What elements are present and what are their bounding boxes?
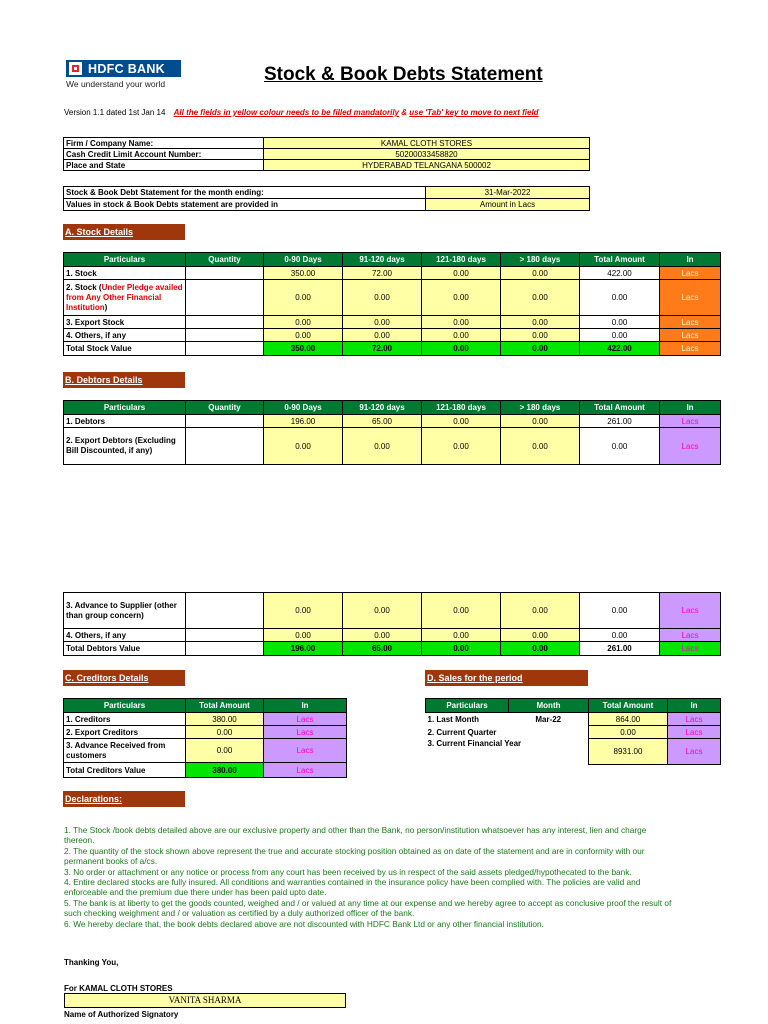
quantity-cell[interactable] bbox=[186, 316, 264, 329]
table-row bbox=[64, 763, 347, 778]
total-value-cell: 350.00 bbox=[264, 342, 343, 356]
month-ending-label: Stock & Book Debt Statement for the month ending: bbox=[64, 187, 426, 199]
value-cell[interactable]: 0.00 bbox=[422, 428, 501, 465]
total-cell: 0.00 bbox=[580, 329, 660, 342]
firm-name-label: Firm / Company Name: bbox=[64, 138, 264, 149]
row-label: 1. Stock bbox=[64, 267, 186, 280]
row-label: 1. Debtors bbox=[64, 415, 186, 428]
place-state-field[interactable]: HYDERABAD TELANGANA 500002 bbox=[264, 160, 590, 171]
declaration-item: 6. We hereby declare that, the book debts declared above are not discounted with HDFC Bank Ltd or any other financial institution. bbox=[64, 918, 544, 929]
col-total: Total Amount bbox=[186, 699, 264, 713]
col-quantity: Quantity bbox=[186, 401, 264, 415]
col-in: In bbox=[264, 699, 347, 713]
total-value-cell: 72.00 bbox=[343, 342, 422, 356]
row-label: 2. Current Quarter bbox=[427, 727, 497, 737]
declaration-item: 5. The bank is at liberty to get the goods counted, weighed and / or valued at any time at our expense and we hereby agree to accept as conclusive proof the result of such checking weighment and / or valuation as certified by a duly authorized officer of the bank. bbox=[64, 897, 672, 919]
value-cell[interactable]: 0.00 bbox=[343, 629, 422, 642]
total-cell: 261.00 bbox=[580, 415, 660, 428]
row-label: 1. Last Month bbox=[427, 714, 480, 724]
unit-cell: Lacs bbox=[264, 763, 347, 778]
signatory-name-field[interactable]: VANITA SHARMA bbox=[64, 993, 346, 1008]
col-quantity: Quantity bbox=[186, 253, 264, 267]
table-row bbox=[64, 713, 347, 726]
col-particulars: Particulars bbox=[426, 699, 509, 713]
col-0-90: 0-90 Days bbox=[264, 401, 343, 415]
row-label: Total Debtors Value bbox=[64, 642, 186, 656]
table-row bbox=[426, 726, 721, 739]
quantity-cell[interactable] bbox=[186, 280, 264, 316]
version-text: Version 1.1 dated 1st Jan 14 bbox=[64, 108, 166, 117]
hdfc-logo bbox=[66, 60, 181, 90]
unit-cell: Lacs bbox=[264, 739, 347, 763]
thanking-text: Thanking You, bbox=[64, 958, 119, 967]
col-121-180: 121-180 days bbox=[422, 401, 501, 415]
col-in: In bbox=[660, 401, 721, 415]
unit-cell: Lacs bbox=[660, 316, 721, 329]
row-label: 1. Creditors bbox=[64, 713, 186, 726]
value-cell[interactable]: 0.00 bbox=[422, 629, 501, 642]
statement-info-table bbox=[63, 186, 590, 211]
value-cell[interactable]: 0.00 bbox=[343, 316, 422, 329]
value-cell[interactable]: 350.00 bbox=[264, 267, 343, 280]
debtors-table-continued bbox=[63, 592, 721, 656]
unit-cell: Lacs bbox=[660, 629, 721, 642]
unit-label: Values in stock & Book Debts statement are provided in bbox=[64, 199, 426, 211]
value-cell[interactable]: 0.00 bbox=[264, 593, 343, 629]
value-cell[interactable]: 0.00 bbox=[264, 329, 343, 342]
value-cell[interactable]: 0.00 bbox=[264, 280, 343, 316]
declaration-item: 4. Entire declared stocks are fully insured. All conditions and warranties contained in the insurance policy have been complied with. The policies are valid and enforceable and the premium due there under has been paid upto date. bbox=[64, 877, 641, 898]
value-cell[interactable]: 0.00 bbox=[422, 316, 501, 329]
col-total: Total Amount bbox=[580, 253, 660, 267]
value-cell[interactable]: 0.00 bbox=[501, 593, 580, 629]
value-cell[interactable]: 0.00 bbox=[422, 593, 501, 629]
table-row bbox=[64, 629, 721, 642]
declarations-text bbox=[64, 825, 674, 929]
row-label: 3. Current Financial Year bbox=[427, 738, 522, 748]
row-label-part: 2. Stock ( bbox=[66, 282, 102, 292]
value-cell[interactable]: 0.00 bbox=[589, 726, 668, 739]
quantity-cell bbox=[186, 642, 264, 656]
declaration-item: 3. No order or attachment or any notice or process from any court has been received by us in respect of the said assets pledged/hypothecated to the bank. bbox=[64, 866, 632, 877]
quantity-cell[interactable] bbox=[186, 629, 264, 642]
month-ending-field[interactable]: 31-Mar-2022 bbox=[426, 187, 590, 199]
col-total: Total Amount bbox=[580, 401, 660, 415]
quantity-cell[interactable] bbox=[186, 267, 264, 280]
total-cell: 422.00 bbox=[580, 267, 660, 280]
place-state-label: Place and State bbox=[64, 160, 264, 171]
unit-cell: Lacs bbox=[264, 713, 347, 726]
col-month: Month bbox=[509, 699, 589, 713]
table-row bbox=[64, 316, 721, 329]
value-cell[interactable]: 0.00 bbox=[422, 329, 501, 342]
value-cell[interactable]: 0.00 bbox=[264, 428, 343, 465]
quantity-cell[interactable] bbox=[186, 593, 264, 629]
table-row bbox=[64, 342, 721, 356]
quantity-cell[interactable] bbox=[186, 329, 264, 342]
unit-cell: Lacs bbox=[660, 642, 721, 656]
unit-cell: Lacs bbox=[660, 415, 721, 428]
total-value-cell: 0.00 bbox=[501, 342, 580, 356]
page-title: Stock & Book Debts Statement bbox=[264, 64, 543, 85]
row-label: 3. Export Stock bbox=[64, 316, 186, 329]
value-cell[interactable]: 0.00 bbox=[264, 629, 343, 642]
unit-cell: Lacs bbox=[264, 726, 347, 739]
account-number-field[interactable]: 50200033458820 bbox=[264, 149, 590, 160]
mandatory-note: All the fields in yellow colour needs to be filled mandatorily bbox=[173, 108, 400, 117]
table-row bbox=[426, 713, 721, 726]
hdfc-logo-icon bbox=[69, 62, 82, 75]
note-amp: & bbox=[399, 108, 410, 117]
grand-total-cell: 380.00 bbox=[186, 763, 264, 778]
total-value-cell: 0.00 bbox=[501, 642, 580, 656]
total-cell: 0.00 bbox=[580, 316, 660, 329]
col-total: Total Amount bbox=[589, 699, 668, 713]
total-value-cell: 65.00 bbox=[343, 642, 422, 656]
unit-cell: Lacs bbox=[668, 713, 721, 726]
col-particulars: Particulars bbox=[64, 699, 186, 713]
table-row bbox=[64, 593, 721, 629]
unit-cell: Lacs bbox=[660, 329, 721, 342]
row-label: Total Stock Value bbox=[64, 342, 186, 356]
value-cell[interactable]: 65.00 bbox=[343, 415, 422, 428]
value-cell[interactable]: 196.00 bbox=[264, 415, 343, 428]
row-label bbox=[64, 280, 186, 316]
value-cell[interactable]: 8931.00 bbox=[589, 739, 668, 765]
col-0-90: 0-90 Days bbox=[264, 253, 343, 267]
value-cell[interactable]: 0.00 bbox=[422, 280, 501, 316]
month-cell bbox=[509, 726, 589, 739]
value-cell[interactable]: 0.00 bbox=[343, 329, 422, 342]
table-row bbox=[64, 642, 721, 656]
stock-table bbox=[63, 252, 721, 356]
logo-tagline: We understand your world bbox=[66, 79, 166, 89]
total-cell: 0.00 bbox=[580, 629, 660, 642]
value-cell[interactable]: 0.00 bbox=[422, 415, 501, 428]
value-cell[interactable]: 0.00 bbox=[264, 316, 343, 329]
value-cell[interactable]: 0.00 bbox=[501, 629, 580, 642]
value-cell[interactable]: 0.00 bbox=[501, 329, 580, 342]
value-cell[interactable]: 864.00 bbox=[589, 713, 668, 726]
tab-note: use 'Tab' key to move to next field bbox=[409, 108, 539, 117]
debtors-table bbox=[63, 400, 721, 465]
debtors-details-heading: B. Debtors Details bbox=[63, 372, 185, 388]
version-line bbox=[64, 108, 539, 117]
row-label-red: Under Pledge availed from Any Other Financial Institution bbox=[66, 282, 183, 312]
firm-name-field[interactable]: KAMAL CLOTH STORES bbox=[264, 138, 590, 149]
col-180-plus: > 180 days bbox=[501, 401, 580, 415]
value-cell[interactable]: 380.00 bbox=[186, 713, 264, 726]
creditors-details-heading: C. Creditors Details bbox=[63, 670, 185, 686]
quantity-cell bbox=[186, 342, 264, 356]
value-cell[interactable]: 0.00 bbox=[422, 267, 501, 280]
table-row bbox=[426, 739, 721, 765]
col-180-plus: > 180 days bbox=[501, 253, 580, 267]
col-91-120: 91-120 days bbox=[343, 253, 422, 267]
signatory-label: Name of Authorized Signatory bbox=[64, 1010, 179, 1019]
unit-cell: Lacs bbox=[660, 267, 721, 280]
declaration-item: 2. The quantity of the stock shown above represent the true and accurate stocking position obtained as on date of the statement and are in conformity with our permanent books of a/cs. bbox=[64, 845, 645, 867]
value-cell[interactable]: 0.00 bbox=[501, 428, 580, 465]
col-91-120: 91-120 days bbox=[343, 401, 422, 415]
for-firm-text: For KAMAL CLOTH STORES bbox=[64, 984, 173, 993]
table-row bbox=[64, 267, 721, 280]
value-cell[interactable]: 0.00 bbox=[343, 428, 422, 465]
declarations-heading: Declarations: bbox=[63, 791, 185, 807]
stock-details-heading: A. Stock Details bbox=[63, 224, 185, 240]
grand-total-cell: 261.00 bbox=[580, 642, 660, 656]
col-particulars: Particulars bbox=[64, 401, 186, 415]
logo-name: HDFC BANK bbox=[88, 61, 165, 76]
total-cell: 0.00 bbox=[580, 428, 660, 465]
value-cell[interactable]: 0.00 bbox=[343, 280, 422, 316]
total-value-cell: 0.00 bbox=[422, 642, 501, 656]
row-label: 2. Export Debtors (Excluding Bill Discounted, if any) bbox=[64, 428, 186, 465]
total-cell: 0.00 bbox=[580, 593, 660, 629]
sales-table bbox=[425, 698, 721, 765]
quantity-cell[interactable] bbox=[186, 415, 264, 428]
row-label: 2. Export Creditors bbox=[64, 726, 186, 739]
unit-cell: Lacs bbox=[660, 342, 721, 356]
table-row bbox=[64, 726, 347, 739]
col-in: In bbox=[668, 699, 721, 713]
account-number-label: Cash Credit Limit Account Number: bbox=[64, 149, 264, 160]
table-row bbox=[64, 739, 347, 763]
value-cell[interactable]: 0.00 bbox=[186, 726, 264, 739]
table-row bbox=[64, 428, 721, 465]
unit-cell: Lacs bbox=[668, 739, 721, 765]
value-cell[interactable]: 0.00 bbox=[501, 280, 580, 316]
value-cell[interactable]: 0.00 bbox=[501, 267, 580, 280]
declaration-item: 1. The Stock /book debts detailed above are our exclusive property and other than the Bank, no person/institution whatsoever has any interest, lien and charge thereon. bbox=[64, 825, 647, 846]
unit-cell: Lacs bbox=[660, 593, 721, 629]
firm-details-table bbox=[63, 137, 590, 171]
row-label: 3. Advance to Supplier (other than group concern) bbox=[64, 593, 186, 629]
total-value-cell: 196.00 bbox=[264, 642, 343, 656]
unit-cell: Lacs bbox=[660, 280, 721, 316]
value-cell[interactable]: 72.00 bbox=[343, 267, 422, 280]
quantity-cell[interactable] bbox=[186, 428, 264, 465]
grand-total-cell: 422.00 bbox=[580, 342, 660, 356]
total-cell: 0.00 bbox=[580, 280, 660, 316]
unit-field[interactable]: Amount in Lacs bbox=[426, 199, 590, 211]
row-label-part: ) bbox=[104, 302, 108, 312]
table-row bbox=[64, 329, 721, 342]
month-cell: Mar-22 bbox=[535, 714, 562, 724]
value-cell[interactable]: 0.00 bbox=[343, 593, 422, 629]
row-label: 4. Others, if any bbox=[64, 629, 186, 642]
value-cell[interactable]: 0.00 bbox=[501, 415, 580, 428]
total-value-cell: 0.00 bbox=[422, 342, 501, 356]
col-in: In bbox=[660, 253, 721, 267]
row-label: 3. Advance Received from customers bbox=[64, 739, 186, 763]
value-cell[interactable]: 0.00 bbox=[186, 739, 264, 763]
sales-heading: D. Sales for the period bbox=[425, 670, 588, 686]
unit-cell: Lacs bbox=[668, 726, 721, 739]
table-row bbox=[64, 280, 721, 316]
col-121-180: 121-180 days bbox=[422, 253, 501, 267]
col-particulars: Particulars bbox=[64, 253, 186, 267]
table-row bbox=[64, 415, 721, 428]
row-label: Total Creditors Value bbox=[64, 763, 186, 778]
creditors-table bbox=[63, 698, 347, 778]
row-label: 4. Others, if any bbox=[64, 329, 186, 342]
unit-cell: Lacs bbox=[660, 428, 721, 465]
value-cell[interactable]: 0.00 bbox=[501, 316, 580, 329]
